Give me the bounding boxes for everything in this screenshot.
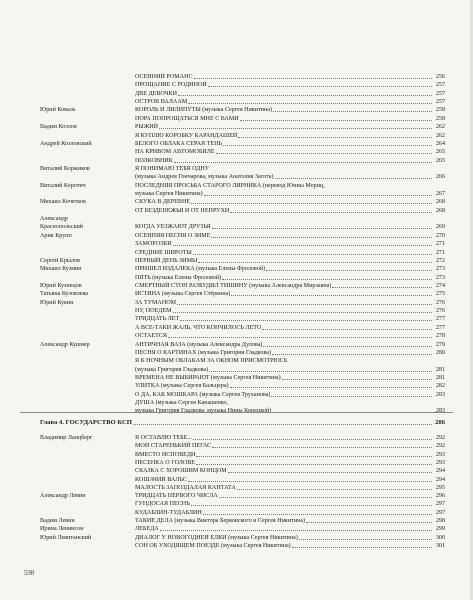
toc-row bbox=[0, 525, 473, 533]
toc-row bbox=[0, 341, 473, 349]
toc-entry[interactable] bbox=[135, 357, 445, 365]
dot-leader bbox=[178, 94, 432, 96]
toc-page-number: 258 bbox=[435, 107, 445, 114]
dot-leader bbox=[173, 244, 432, 246]
dot-leader bbox=[193, 438, 432, 440]
toc-entry[interactable] bbox=[135, 274, 445, 282]
toc-entry[interactable] bbox=[135, 282, 445, 290]
chapter-heading bbox=[40, 418, 445, 427]
toc-title: А ВСЕ-ТАКИ ЖАЛЬ, ЧТО КОНЧИЛОСЬ ЛЕТО bbox=[135, 324, 262, 331]
toc-entry[interactable] bbox=[135, 509, 445, 517]
toc-entry[interactable] bbox=[135, 434, 445, 442]
toc-page-number: 292 bbox=[435, 443, 445, 450]
toc-title: СОН ОБ УХОДЯЩЕМ ПОЕЗДЕ (музыка Сергея Никитина) bbox=[135, 542, 291, 549]
toc-page-number: 301 bbox=[435, 542, 445, 549]
toc-entry[interactable] bbox=[135, 257, 445, 265]
toc-entry[interactable] bbox=[135, 324, 445, 332]
toc-entry[interactable] bbox=[135, 459, 445, 467]
dot-leader bbox=[273, 110, 432, 112]
toc-row bbox=[0, 115, 473, 123]
dot-leader bbox=[238, 136, 432, 138]
dot-leader bbox=[188, 480, 432, 482]
toc-author: Вадим Козлов bbox=[40, 124, 77, 131]
toc-page-number: 265 bbox=[435, 149, 445, 156]
toc-row bbox=[0, 132, 473, 140]
toc-page-number: 268 bbox=[435, 207, 445, 214]
toc-entry[interactable] bbox=[135, 140, 445, 148]
toc-title: КУДАБЛИН-ТУДАБЛИН bbox=[135, 509, 202, 516]
section-divider bbox=[20, 412, 453, 413]
toc-entry[interactable] bbox=[135, 98, 445, 106]
toc-row bbox=[0, 434, 473, 442]
toc-entry[interactable] bbox=[135, 451, 445, 459]
toc-title: Я К НОЧНЫМ ОБЛАКАМ ЗА ОКНОМ ПРИСМОТРЮСЬ bbox=[135, 358, 288, 365]
dot-leader bbox=[160, 529, 432, 531]
toc-row bbox=[0, 157, 473, 165]
dot-leader bbox=[292, 546, 432, 548]
toc-row bbox=[0, 374, 473, 382]
toc-entry[interactable] bbox=[135, 198, 445, 206]
dot-leader bbox=[212, 227, 432, 229]
toc-page-number: 271 bbox=[435, 249, 445, 256]
toc-title: УЛИТКА (музыка Сергея Бальцера) bbox=[135, 383, 229, 390]
page-folio: 598 bbox=[24, 570, 35, 577]
toc-author: Юрий Коваль bbox=[40, 107, 76, 114]
dot-leader bbox=[228, 471, 432, 473]
dot-leader bbox=[263, 345, 432, 347]
toc-entry[interactable] bbox=[135, 366, 445, 374]
toc-entry[interactable] bbox=[135, 467, 445, 475]
toc-author: Сергей Крылов bbox=[40, 257, 80, 264]
toc-page-number: 283 bbox=[435, 408, 445, 415]
toc-row bbox=[0, 442, 473, 450]
toc-entry[interactable] bbox=[135, 442, 445, 450]
toc-title: СКУКА В ДЕРЕВНЕ bbox=[135, 199, 191, 206]
toc-page-number: 270 bbox=[435, 232, 445, 239]
dot-leader bbox=[209, 370, 432, 372]
toc-entry[interactable] bbox=[135, 399, 445, 407]
toc-page-number: 293 bbox=[435, 451, 445, 458]
toc-row bbox=[0, 357, 473, 365]
toc-page-number: 282 bbox=[435, 383, 445, 390]
chapter-page-number: 286 bbox=[435, 419, 445, 426]
toc-title: ВМЕСТО ИСПОВЕДИ bbox=[135, 451, 196, 458]
dot-leader bbox=[262, 328, 432, 330]
toc-entry[interactable] bbox=[135, 148, 445, 156]
toc-page-number: 283 bbox=[435, 391, 445, 398]
dot-leader bbox=[299, 538, 432, 540]
dot-leader bbox=[168, 336, 432, 338]
dot-leader bbox=[240, 119, 432, 121]
dot-leader bbox=[204, 194, 432, 196]
toc-title: О ДА, КАК МОШКАРА (музыка Сергея Труханова) bbox=[135, 391, 271, 398]
toc-page-number: 273 bbox=[435, 274, 445, 281]
toc-row bbox=[0, 492, 473, 500]
toc-row bbox=[0, 98, 473, 106]
dot-leader bbox=[222, 278, 432, 280]
toc-page-number: 276 bbox=[435, 308, 445, 315]
toc-row bbox=[0, 542, 473, 550]
dot-leader bbox=[191, 202, 432, 204]
toc-row bbox=[0, 257, 473, 265]
toc-author: Краснопольский bbox=[40, 224, 84, 231]
toc-page-number: 300 bbox=[435, 534, 445, 541]
toc-page-number: 277 bbox=[435, 324, 445, 331]
toc-title: музыка Григория Гладкова, музыка Нины Конецкой) bbox=[135, 408, 272, 415]
toc-page-number: 262 bbox=[435, 132, 445, 139]
toc-author: Михаил Кочетков bbox=[40, 199, 86, 206]
toc-author: Андрей Козловский bbox=[40, 140, 92, 147]
toc-title: ОСТАЕТСЯ bbox=[135, 333, 167, 340]
toc-page-number: 266 bbox=[435, 174, 445, 181]
dot-leader bbox=[196, 455, 432, 457]
toc-row bbox=[0, 106, 473, 114]
toc-row bbox=[0, 265, 473, 273]
toc-entry[interactable] bbox=[135, 90, 445, 98]
toc-title: МОЙ СТАРЕНЬКИЙ ПЕГАС bbox=[135, 443, 212, 450]
dot-leader bbox=[196, 463, 432, 465]
toc-entry[interactable] bbox=[135, 307, 445, 315]
toc-title: ОСЕННЯЯ ПЕСНЯ О ЗИМЕ bbox=[135, 232, 211, 239]
toc-page-number: 275 bbox=[435, 291, 445, 298]
toc-entry[interactable] bbox=[135, 240, 445, 248]
toc-entry[interactable] bbox=[135, 517, 445, 525]
toc-title: ОСЕННИЙ РОМАНС bbox=[135, 74, 193, 80]
toc-entry[interactable] bbox=[135, 115, 445, 123]
dot-leader bbox=[133, 423, 432, 425]
toc-row bbox=[0, 349, 473, 357]
toc-title: ЛЕБЕДА bbox=[135, 526, 159, 533]
toc-title: ПОРА ПОПРОЩАТЬСЯ МНЕ С ВАМИ bbox=[135, 115, 239, 122]
toc-author: Арик Крупп bbox=[40, 232, 72, 239]
dot-leader bbox=[332, 286, 432, 288]
toc-row bbox=[0, 484, 473, 492]
toc-row bbox=[0, 509, 473, 517]
toc-row bbox=[0, 399, 473, 407]
toc-title: ПРОЩАНИЕ С РОДИНОЙ bbox=[135, 82, 207, 89]
toc-entry[interactable] bbox=[135, 500, 445, 508]
toc-page-number: 267 bbox=[435, 191, 445, 198]
toc-title: ДИАЛОГ У НОВОГОДНЕЙ ЕЛКИ (музыка Сергея Никитина) bbox=[135, 534, 298, 541]
toc-page-number: 265 bbox=[435, 157, 445, 164]
toc-row bbox=[0, 140, 473, 148]
toc-entry[interactable] bbox=[135, 81, 445, 89]
toc-title: (музыка Григория Гладкова) bbox=[135, 366, 209, 373]
toc-row bbox=[0, 249, 473, 257]
toc-author: Татьяна Кузовлева bbox=[40, 291, 88, 298]
toc-page-number: 273 bbox=[435, 266, 445, 273]
toc-entry[interactable] bbox=[135, 165, 445, 173]
toc-entry[interactable] bbox=[135, 391, 445, 399]
toc-row bbox=[0, 366, 473, 374]
toc-row bbox=[0, 190, 473, 198]
dot-leader bbox=[237, 488, 432, 490]
toc-title: ЗАМОРОЗКИ bbox=[135, 241, 172, 248]
dot-leader bbox=[173, 311, 432, 313]
toc-author: Юрий Кукин bbox=[40, 299, 74, 306]
toc-row bbox=[0, 382, 473, 390]
toc-title: АНТИЧНАЯ ВАЗА (музыка Александра Дулова) bbox=[135, 341, 263, 348]
toc-row bbox=[0, 182, 473, 190]
toc-title: ДВЕ ДЕВОЧКИ bbox=[135, 90, 178, 97]
toc-title: МАЛОСТЬ ЗАПОЗДАЛАЯ КАНТАТА bbox=[135, 484, 236, 491]
toc-row bbox=[0, 232, 473, 240]
dot-leader bbox=[177, 303, 432, 305]
toc-title: ДУША (музыка Сергея Канашенко, bbox=[135, 400, 229, 407]
dot-leader bbox=[216, 152, 432, 154]
toc-title: ПЕРВЫЙ ДЕНЬ ЗИМЫ bbox=[135, 257, 198, 264]
dot-leader bbox=[159, 127, 432, 129]
toc-page-number: 276 bbox=[435, 299, 445, 306]
toc-author: Владимир Ланцберг bbox=[40, 435, 93, 441]
dot-leader bbox=[275, 177, 432, 179]
toc-author: Александр Левин bbox=[40, 493, 86, 500]
toc-page-number: 256 bbox=[435, 74, 445, 80]
toc-row bbox=[0, 81, 473, 89]
toc-title: ОТ БЕЗДЕНЕЖЬЯ И ОТ НЕПРУХИ bbox=[135, 207, 230, 214]
toc-page-number: 274 bbox=[435, 283, 445, 289]
toc-page-number: 280 bbox=[435, 349, 445, 356]
toc-entry[interactable] bbox=[135, 106, 445, 114]
toc-title: СКАЗКА С ХОРОШИМ КОНЦОМ bbox=[135, 468, 227, 475]
dot-leader bbox=[193, 253, 432, 255]
toc-author: Юрий Кузнецов bbox=[40, 283, 82, 289]
toc-entry[interactable] bbox=[135, 492, 445, 500]
toc-entry[interactable] bbox=[135, 315, 445, 323]
toc-title: ИСТИНА (музыка Сергея Стёркина) bbox=[135, 291, 231, 298]
toc-row bbox=[0, 123, 473, 131]
toc-entry[interactable] bbox=[135, 157, 445, 165]
toc-title: ТРИДЦАТЬ ПЕРВОГО ЧИСЛА bbox=[135, 493, 218, 500]
toc-title: КОРОЛЬ И ЛИЛИПУТЫ (музыка Сергея Никитина) bbox=[135, 107, 272, 114]
toc-page-number: 279 bbox=[435, 341, 445, 348]
toc-row bbox=[0, 148, 473, 156]
toc-page-number: 297 bbox=[435, 509, 445, 516]
toc-author: Александр Кушнер bbox=[40, 341, 90, 348]
toc-title: ПЕСЕНКА О ГОЛОВЕ bbox=[135, 459, 196, 466]
toc-entry[interactable] bbox=[135, 349, 445, 357]
toc-page-number: 299 bbox=[435, 526, 445, 533]
toc-entry[interactable] bbox=[135, 374, 445, 382]
toc-title: КОШАЧИЙ ВАЛЬС bbox=[135, 476, 187, 483]
dot-leader bbox=[223, 144, 432, 146]
dot-leader bbox=[282, 378, 432, 380]
toc-page-number: 272 bbox=[435, 257, 445, 264]
toc-entry[interactable] bbox=[135, 525, 445, 533]
toc-title: СРЕДНИЕ ШИРОТЫ bbox=[135, 249, 192, 256]
toc-row bbox=[0, 476, 473, 484]
toc-author: Вадим Левин bbox=[40, 518, 75, 524]
toc-author: Виталий Коржиков bbox=[40, 165, 90, 172]
toc-page-number: 257 bbox=[435, 82, 445, 89]
toc-row bbox=[0, 500, 473, 508]
toc-row bbox=[0, 315, 473, 323]
toc-page-number: 298 bbox=[435, 518, 445, 524]
toc-entry[interactable] bbox=[135, 265, 445, 273]
toc-entry[interactable] bbox=[135, 249, 445, 257]
toc-entry[interactable] bbox=[135, 123, 445, 131]
toc-entry[interactable] bbox=[135, 173, 445, 181]
toc-entry[interactable] bbox=[135, 207, 445, 215]
dot-leader bbox=[271, 395, 432, 397]
dot-leader bbox=[272, 353, 432, 355]
toc-entry[interactable] bbox=[135, 290, 445, 298]
toc-entry[interactable] bbox=[135, 232, 445, 240]
dot-leader bbox=[219, 496, 432, 498]
toc-title: Я ПОНИМАЮ ТЕБЯ ОДНУ bbox=[135, 165, 210, 172]
toc-entry[interactable] bbox=[135, 341, 445, 349]
toc-row bbox=[0, 173, 473, 181]
toc-author: Ирина Левинсон bbox=[40, 526, 84, 533]
toc-title: Я КУПЛЮ КОРОБКУ КАРАНДАШЕЙ bbox=[135, 132, 238, 139]
toc-row bbox=[0, 467, 473, 475]
toc-page-number: 271 bbox=[435, 241, 445, 248]
toc-title: ОСТРОВ ВАЛААМ bbox=[135, 99, 188, 106]
dot-leader bbox=[306, 521, 432, 523]
toc-title: ЗА ТУМАНОМ bbox=[135, 299, 177, 306]
dot-leader bbox=[212, 446, 432, 448]
toc-page-number: 293 bbox=[435, 459, 445, 466]
toc-title: БЕЛОГО ОБЛАКА СЕРАЯ ТЕНЬ bbox=[135, 140, 222, 147]
dot-leader bbox=[198, 261, 432, 263]
dot-leader bbox=[208, 85, 432, 87]
dot-leader bbox=[230, 211, 432, 213]
toc-row bbox=[0, 90, 473, 98]
toc-page-number: 277 bbox=[435, 316, 445, 323]
dot-leader bbox=[266, 269, 432, 271]
toc-page-number: 295 bbox=[435, 484, 445, 491]
toc-title: ПЕСНЯ О КАРТИНАХ (музыка Григория Гладкова) bbox=[135, 349, 272, 356]
toc-author: Виталий Коротич bbox=[40, 182, 86, 189]
toc-author: Юрий Левитанский bbox=[40, 534, 92, 541]
toc-page-number: 264 bbox=[435, 140, 445, 147]
toc-entry[interactable] bbox=[135, 132, 445, 140]
toc-row bbox=[0, 534, 473, 542]
toc-row bbox=[0, 517, 473, 525]
chapter-title: Глава 4. ГОСУДАРСТВО КСП bbox=[40, 419, 132, 426]
toc-title: ПЯТЬ (музыка Елены Фроловой) bbox=[135, 274, 222, 281]
dot-leader bbox=[231, 294, 432, 296]
toc-row bbox=[0, 451, 473, 459]
dot-leader bbox=[188, 102, 432, 104]
toc-row bbox=[0, 459, 473, 467]
toc-row bbox=[0, 198, 473, 206]
toc-title: ГУНДОСАЯ ПЕСНЬ bbox=[135, 501, 190, 508]
toc-page-number: 269 bbox=[435, 224, 445, 231]
toc-page-number: 294 bbox=[435, 468, 445, 475]
toc-page-number: 294 bbox=[435, 476, 445, 483]
toc-title: (музыка Андрея Гончарова, музыка Анатолия Загота) bbox=[135, 174, 274, 181]
toc-row bbox=[0, 223, 473, 231]
dot-leader bbox=[174, 161, 432, 163]
toc-title: ПРИШЕЛ ИЗДАЛЕКА (музыка Елены Фроловой) bbox=[135, 266, 266, 273]
toc-row bbox=[0, 207, 473, 215]
toc-page-number: 297 bbox=[435, 501, 445, 508]
toc-entry[interactable] bbox=[135, 223, 445, 231]
toc-title: ТРИДЦАТЬ ЛЕТ bbox=[135, 316, 180, 323]
toc-page-number: 262 bbox=[435, 124, 445, 131]
toc-author: Александр bbox=[40, 216, 68, 223]
toc-page-number: 281 bbox=[435, 374, 445, 381]
dot-leader bbox=[211, 236, 432, 238]
toc-entry[interactable] bbox=[135, 534, 445, 542]
toc-entry[interactable] bbox=[135, 182, 445, 190]
toc-title: ТАКИЕ ДЕЛА (музыка Виктора Берковского и Сергея Никитина) bbox=[135, 518, 306, 524]
toc-row bbox=[0, 391, 473, 399]
toc-row bbox=[0, 215, 473, 223]
toc-row bbox=[0, 240, 473, 248]
dot-leader bbox=[191, 504, 432, 506]
toc-entry[interactable] bbox=[135, 542, 445, 550]
toc-page-number: 257 bbox=[435, 90, 445, 97]
toc-entry[interactable] bbox=[135, 299, 445, 307]
toc-row bbox=[0, 290, 473, 298]
toc-entry[interactable] bbox=[135, 476, 445, 484]
toc-page-number: 268 bbox=[435, 199, 445, 206]
toc-title: РЫЖИЙ bbox=[135, 124, 158, 131]
toc-page-number: 296 bbox=[435, 493, 445, 500]
toc-row bbox=[0, 73, 473, 81]
dot-leader bbox=[230, 386, 432, 388]
toc-title: ВРЕМЕНА НЕ ВЫБИРАЮТ (музыка Сергея Никитина) bbox=[135, 374, 281, 381]
toc-author: Михаил Кузмин bbox=[40, 266, 82, 273]
toc-title: СМЕРТНЫЙ СТОН РАЗБУДИЛ ТИШИНУ (музыка Александра Мирзаяна) bbox=[135, 283, 332, 289]
toc-title: НУ, ПОЕДЕМ bbox=[135, 308, 172, 315]
toc-title: Я ОСТАВЛЮ ТЕБЕ... bbox=[135, 435, 192, 441]
dot-leader bbox=[203, 513, 432, 515]
toc-row bbox=[0, 274, 473, 282]
toc-entry[interactable] bbox=[135, 73, 445, 81]
toc-entry[interactable] bbox=[135, 382, 445, 390]
toc-title: КОГДА УЕЗЖАЮТ ДРУЗЬЯ bbox=[135, 224, 211, 231]
toc-page-number: 258 bbox=[435, 115, 445, 122]
toc-entry[interactable] bbox=[135, 190, 445, 198]
dot-leader bbox=[194, 77, 432, 79]
toc-title: музыка Сергея Никитина) bbox=[135, 191, 203, 198]
toc-entry[interactable] bbox=[135, 484, 445, 492]
toc-page-number: 257 bbox=[435, 99, 445, 106]
toc-page-number: 281 bbox=[435, 366, 445, 373]
toc-title: ПОСЛЕДНЯЯ ПРОСЬБА СТАРОГО ЛИРНИКА (перевод Юнны Мориц, bbox=[135, 182, 325, 189]
toc-row bbox=[0, 282, 473, 290]
toc-row bbox=[0, 332, 473, 340]
toc-title: НА КРИВОМ АВТОМОБИЛЕ bbox=[135, 149, 215, 156]
toc-row bbox=[0, 165, 473, 173]
toc-row bbox=[0, 307, 473, 315]
toc-page-number: 292 bbox=[435, 435, 445, 441]
dot-leader bbox=[180, 319, 432, 321]
toc-title: ПОЛКОВНИК bbox=[135, 157, 173, 164]
toc-row bbox=[0, 324, 473, 332]
toc-row bbox=[0, 299, 473, 307]
toc-page-number: 278 bbox=[435, 333, 445, 340]
toc-entry[interactable] bbox=[135, 332, 445, 340]
